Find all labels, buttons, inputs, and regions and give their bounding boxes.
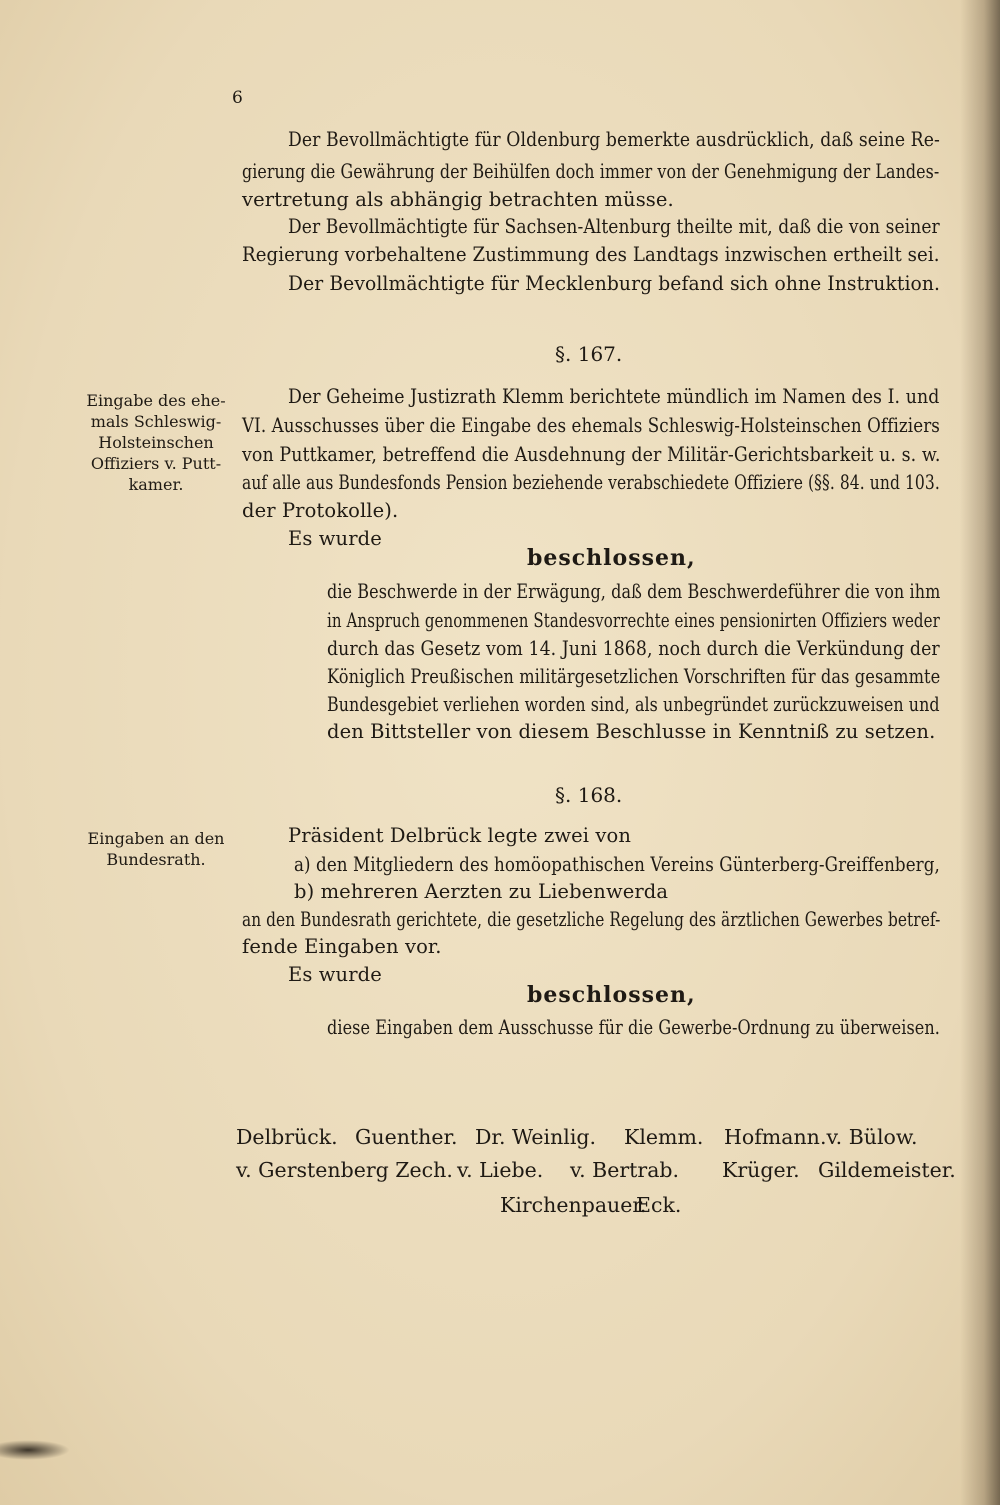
section-167-margin-note — [76, 390, 236, 495]
margin-note-line: Bundesrath. — [106, 850, 206, 869]
signature: Gildemeister. — [818, 1158, 956, 1182]
signature: Guenther. — [355, 1125, 458, 1149]
s168-text-line-4: an den Bundesrath gerichtete, die gesetzliche Regelung des ärztlichen Gewerbes betref- — [242, 908, 941, 931]
s168-text-line-1: Präsident Delbrück legte zwei von — [288, 824, 632, 847]
intro-line-5: Regierung vorbehaltene Zustimmung des Landtags inzwischen ertheilt sei. — [242, 243, 940, 266]
margin-note-line: Eingabe des ehe- — [86, 391, 226, 410]
s167-decision-line-5: Bundesgebiet verliehen worden sind, als unbegründet zurückzuweisen und — [327, 693, 940, 716]
s167-decision-line-2: in Anspruch genommenen Standesvorrechte eines pensionirten Offiziers weder — [327, 609, 940, 632]
s168-text-line-5: fende Eingaben vor. — [242, 935, 442, 958]
section-167-number: §. 167. — [555, 342, 623, 366]
page-number: 6 — [232, 88, 243, 108]
s167-text-line-5: der Protokolle). — [242, 499, 399, 522]
s167-text-line-1: Der Geheime Justizrath Klemm berichtete mündlich im Namen des I. und — [288, 385, 940, 408]
signature: Kirchenpauer. — [500, 1193, 647, 1217]
margin-note-line: kamer. — [128, 475, 184, 494]
signature: Klemm. — [624, 1125, 704, 1149]
signature: v. Gerstenberg Zech. — [236, 1158, 453, 1182]
s168-text-line-3: b) mehreren Aerzten zu Liebenwerda — [294, 880, 669, 903]
intro-line-6: Der Bevollmächtigte für Mecklenburg befand sich ohne Instruktion. — [288, 272, 941, 295]
s167-decision-line-1: die Beschwerde in der Erwägung, daß dem Beschwerdeführer die von ihm — [327, 580, 941, 603]
s168-es-wurde: Es wurde — [288, 963, 382, 986]
margin-note-line: mals Schleswig- — [90, 412, 222, 431]
signature-row-1 — [0, 1125, 1000, 1155]
section-168-margin-note — [76, 828, 236, 870]
s168-resolved: beschlossen, — [527, 982, 696, 1008]
signature: Hofmann — [724, 1125, 820, 1149]
s167-decision-line-6: den Bittsteller von diesem Beschlusse in Kenntniß zu setzen. — [327, 720, 936, 743]
signature: Delbrück. — [236, 1125, 338, 1149]
signature: Eck. — [636, 1193, 682, 1217]
signature: v. Liebe. — [457, 1158, 544, 1182]
s167-decision-line-3: durch das Gesetz vom 14. Juni 1868, noch durch die Verkündung der — [327, 637, 940, 660]
s167-resolved: beschlossen, — [527, 545, 696, 571]
s167-text-line-2: VI. Ausschusses über die Eingabe des ehemals Schleswig-Holsteinschen Offiziers — [242, 414, 940, 437]
margin-note-line: Offiziers v. Putt- — [90, 454, 222, 473]
intro-line-3: vertretung als abhängig betrachten müsse. — [242, 188, 674, 211]
margin-note-line: Eingaben an den — [87, 829, 225, 848]
ink-smudge — [0, 1440, 70, 1460]
intro-line-4: Der Bevollmächtigte für Sachsen-Altenburg theilte mit, daß die von seiner — [288, 215, 940, 238]
intro-line-1: Der Bevollmächtigte für Oldenburg bemerkte ausdrücklich, daß seine Re- — [288, 128, 940, 151]
signature-row-2 — [0, 1158, 1000, 1188]
s167-text-line-4: auf alle aus Bundesfonds Pension beziehende verabschiedete Offiziere (§§. 84. und 103. — [242, 471, 940, 494]
margin-note-line: Holsteinschen — [98, 433, 214, 452]
s167-decision-line-4: Königlich Preußischen militärgesetzlichen Vorschriften für das gesammte — [327, 665, 941, 688]
signature: Dr. Weinlig. — [475, 1125, 597, 1149]
s167-es-wurde: Es wurde — [288, 527, 382, 550]
section-168-number: §. 168. — [555, 783, 623, 807]
s167-text-line-3: von Puttkamer, betreffend die Ausdehnung der Militär-Gerichtsbarkeit u. s. w. — [242, 443, 941, 466]
signature-row-3 — [0, 1193, 1000, 1223]
intro-line-2: gierung die Gewährung der Beihülfen doch immer von der Genehmigung der Landes- — [242, 160, 940, 183]
page-edge-shadow — [960, 0, 1000, 1505]
signature: v. Bertrab. — [570, 1158, 680, 1182]
s168-text-line-2: a) den Mitgliedern des homöopathischen Vereins Günterberg-Greiffenberg, — [294, 853, 940, 876]
signature: .v. Bülow. — [820, 1125, 918, 1149]
signature: Krüger. — [722, 1158, 800, 1182]
s168-decision-line-1: diese Eingaben dem Ausschusse für die Gewerbe-Ordnung zu überweisen. — [327, 1016, 940, 1039]
